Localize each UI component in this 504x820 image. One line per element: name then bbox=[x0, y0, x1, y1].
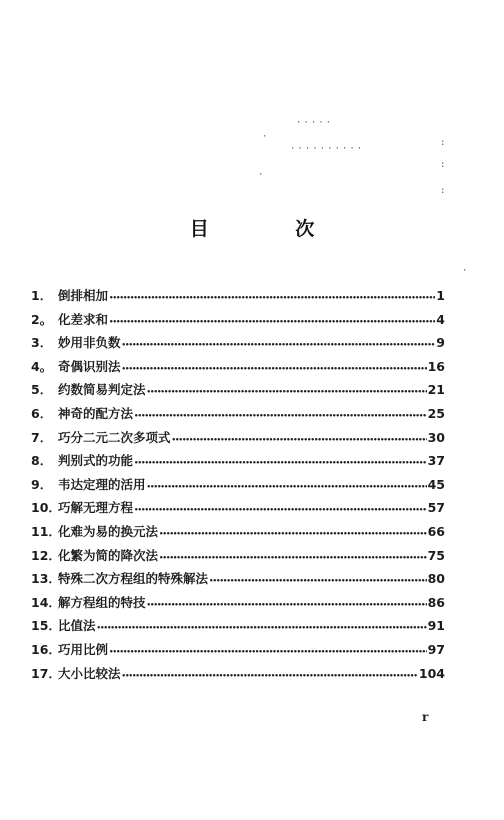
toc-entry-page: 45 bbox=[427, 476, 445, 492]
toc-entry-title: 巧分二元二次多项式 bbox=[58, 429, 171, 445]
toc-entry[interactable] bbox=[31, 475, 445, 499]
toc-dot-leader bbox=[97, 618, 427, 633]
toc-dot-leader bbox=[159, 548, 427, 563]
toc-dot-leader bbox=[122, 335, 436, 350]
toc-entry-page: 16 bbox=[427, 358, 445, 374]
toc-entry[interactable] bbox=[31, 664, 445, 688]
toc-dot-leader bbox=[134, 500, 427, 515]
toc-entry[interactable] bbox=[31, 569, 445, 593]
toc-entry[interactable] bbox=[31, 404, 445, 428]
toc-entry[interactable] bbox=[31, 640, 445, 664]
toc-entry-page: 86 bbox=[427, 594, 445, 610]
toc-entry-page: 91 bbox=[427, 618, 445, 634]
toc-entry[interactable] bbox=[31, 310, 445, 334]
toc-dot-leader bbox=[147, 477, 427, 492]
toc-entry-number: 10． bbox=[31, 500, 61, 516]
scan-speck: · bbox=[462, 266, 470, 276]
toc-entry-title: 巧解无理方程 bbox=[58, 500, 134, 516]
toc-entry-number: 7． bbox=[31, 429, 53, 445]
toc-entry-title: 巧用比例 bbox=[58, 641, 109, 657]
toc-entry-page: 1 bbox=[436, 288, 445, 303]
toc-entry-title: 特殊二次方程组的特殊解法 bbox=[58, 571, 209, 587]
scan-speck: : bbox=[440, 138, 448, 148]
scan-speck: · bbox=[258, 170, 266, 180]
toc-entry-title: 神奇的配方法 bbox=[58, 405, 134, 421]
toc-dot-leader bbox=[122, 666, 418, 681]
toc-entry-page: 104 bbox=[418, 665, 445, 681]
toc-entry-title: 解方程组的特技 bbox=[58, 594, 146, 610]
toc-entry-number: 5． bbox=[31, 382, 53, 398]
toc-entry-number: 6． bbox=[31, 405, 53, 421]
toc-dot-leader bbox=[109, 288, 435, 303]
toc-entry-number: 2。 bbox=[31, 311, 53, 327]
toc-entry[interactable] bbox=[31, 522, 445, 546]
toc-entry[interactable] bbox=[31, 593, 445, 617]
footer-mark: r bbox=[422, 710, 429, 724]
toc-entry[interactable] bbox=[31, 616, 445, 640]
toc-entry[interactable] bbox=[31, 380, 445, 404]
scan-speck: : bbox=[440, 186, 448, 196]
toc-entry-number: 3． bbox=[31, 335, 53, 351]
toc-entry-title: 比值法 bbox=[58, 618, 96, 634]
toc-entry[interactable] bbox=[31, 333, 445, 357]
scan-speck: ····· bbox=[296, 118, 334, 128]
toc-entry[interactable] bbox=[31, 498, 445, 522]
toc-entry[interactable] bbox=[31, 428, 445, 452]
toc-entry-page: 97 bbox=[427, 641, 445, 657]
toc-entry-number: 9． bbox=[31, 476, 53, 492]
toc-dot-leader bbox=[134, 453, 427, 468]
toc-entry-title: 化难为易的换元法 bbox=[58, 523, 159, 539]
table-of-contents bbox=[31, 286, 445, 687]
toc-entry-title: 大小比较法 bbox=[58, 665, 121, 681]
toc-entry[interactable] bbox=[31, 357, 445, 381]
toc-dot-leader bbox=[147, 595, 427, 610]
toc-entry-title: 倒排相加 bbox=[58, 288, 109, 303]
toc-dot-leader bbox=[172, 430, 427, 445]
scan-speck: ·········· bbox=[290, 144, 365, 154]
toc-entry-number: 17． bbox=[31, 665, 61, 681]
toc-entry-title: 化繁为简的降次法 bbox=[58, 547, 159, 563]
toc-dot-leader bbox=[109, 312, 435, 327]
toc-entry-page: 9 bbox=[436, 335, 445, 351]
toc-entry-title: 妙用非负数 bbox=[58, 335, 121, 351]
toc-entry[interactable] bbox=[31, 451, 445, 475]
toc-dot-leader bbox=[109, 642, 427, 657]
toc-entry[interactable] bbox=[31, 546, 445, 570]
toc-entry-page: 66 bbox=[427, 523, 445, 539]
toc-entry-number: 16． bbox=[31, 641, 61, 657]
toc-dot-leader bbox=[122, 359, 427, 374]
toc-entry-number: 4。 bbox=[31, 358, 53, 374]
toc-entry-number: 1． bbox=[31, 288, 53, 303]
toc-entry-title: 约数简易判定法 bbox=[58, 382, 146, 398]
toc-entry-page: 21 bbox=[427, 382, 445, 398]
page-title: 目 次 bbox=[189, 218, 355, 240]
toc-entry-number: 8． bbox=[31, 453, 53, 469]
toc-entry-page: 57 bbox=[427, 500, 445, 516]
toc-entry-title: 奇偶识别法 bbox=[58, 358, 121, 374]
toc-entry-number: 13． bbox=[31, 571, 61, 587]
toc-entry-page: 75 bbox=[427, 547, 445, 563]
toc-entry-number: 12． bbox=[31, 547, 61, 563]
toc-dot-leader bbox=[147, 382, 427, 397]
toc-entry-page: 25 bbox=[427, 405, 445, 421]
toc-entry-title: 韦达定理的活用 bbox=[58, 476, 146, 492]
toc-dot-leader bbox=[159, 524, 427, 539]
toc-entry-page: 30 bbox=[427, 429, 445, 445]
toc-entry-title: 化差求和 bbox=[58, 311, 109, 327]
toc-dot-leader bbox=[134, 406, 427, 421]
toc-entry[interactable] bbox=[31, 286, 445, 310]
toc-entry-number: 15． bbox=[31, 618, 61, 634]
toc-entry-number: 14． bbox=[31, 594, 61, 610]
toc-entry-page: 80 bbox=[427, 571, 445, 587]
toc-entry-number: 11． bbox=[31, 523, 61, 539]
toc-entry-title: 判别式的功能 bbox=[58, 453, 134, 469]
toc-entry-page: 37 bbox=[427, 453, 445, 469]
scan-speck: · bbox=[262, 132, 270, 142]
toc-entry-page: 4 bbox=[436, 311, 445, 327]
toc-dot-leader bbox=[209, 571, 427, 586]
scan-speck: : bbox=[440, 160, 448, 170]
